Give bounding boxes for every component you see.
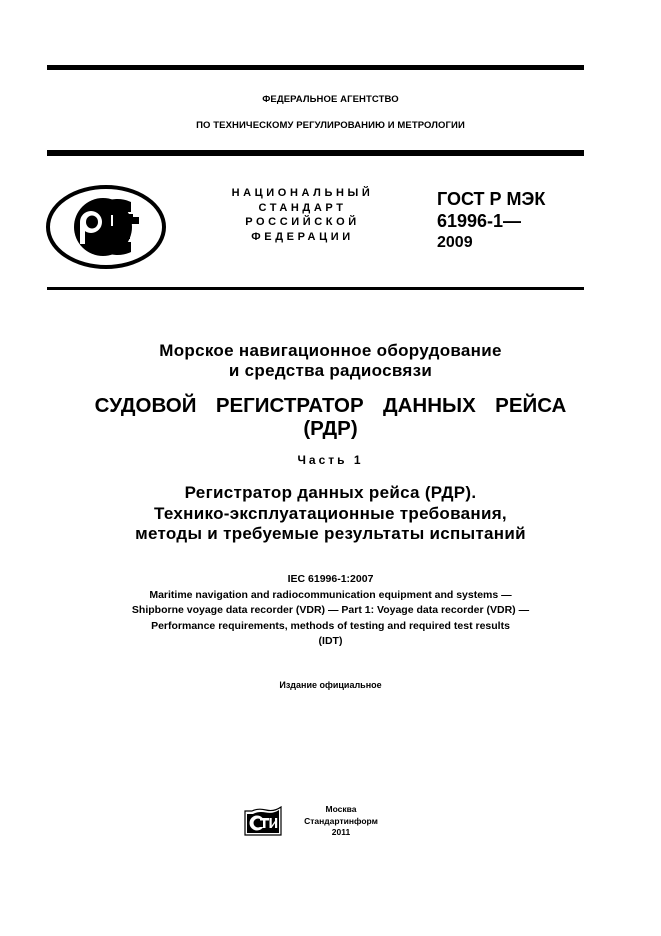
middle-rule: [47, 150, 584, 156]
designation-line: ГОСТ Р МЭК: [437, 189, 546, 209]
part-title-line: Технико-эксплуатационные требования,: [154, 503, 507, 523]
national-standard-label: [205, 186, 400, 244]
part-title: [0, 483, 661, 545]
subject-title-line: и средства радиосвязи: [228, 361, 433, 380]
national-standard-line: СТАНДАРТ: [258, 201, 347, 214]
top-rule: [47, 65, 584, 70]
edition-label: Издание официальное: [279, 680, 382, 690]
international-standard-block: [0, 572, 661, 650]
standard-designation: [437, 188, 545, 254]
designation-line: 61996-1—: [437, 211, 522, 231]
agency-line-2: ПО ТЕХНИЧЕСКОМУ РЕГУЛИРОВАНИЮ И МЕТРОЛОГИИ: [196, 120, 465, 131]
part-label: Часть 1: [297, 453, 364, 467]
national-standard-line: РОССИЙСКОЙ: [245, 216, 360, 228]
standartinform-logo-icon: [244, 806, 282, 836]
publisher-year: 2011: [331, 827, 351, 837]
publisher-name: Стандартинформ: [304, 815, 378, 826]
agency-line-1: ФЕДЕРАЛЬНОЕ АГЕНТСТВО: [262, 94, 399, 105]
national-standard-line: ФЕДЕРАЦИИ: [251, 230, 354, 243]
main-title-line: СУДОВОЙ РЕГИСТРАТОР ДАННЫХ РЕЙСА: [94, 394, 567, 417]
iec-title-line: (IDT): [318, 635, 343, 647]
publisher-city: Москва: [325, 804, 357, 814]
iec-title-line: Performance requirements, methods of testing and required test results: [151, 619, 510, 632]
publisher-info: [296, 804, 386, 839]
lower-rule: [47, 287, 584, 290]
designation-year: 2009: [437, 234, 473, 251]
iec-title-line: Maritime navigation and radiocommunication equipment and systems —: [149, 588, 512, 601]
iec-title-line: Shipborne voyage data recorder (VDR) — Part 1: Voyage data recorder (VDR) —: [131, 604, 530, 616]
main-title: [0, 394, 661, 440]
subject-title-line: Морское навигационное оборудование: [159, 341, 502, 360]
subject-title: [0, 341, 661, 381]
part-title-line: Регистратор данных рейса (РДР).: [184, 483, 477, 502]
national-standard-line: НАЦИОНАЛЬНЫЙ: [231, 187, 374, 199]
rst-gost-logo-icon: [45, 184, 167, 270]
main-title-line: (РДР): [303, 417, 358, 440]
part-title-line: методы и требуемые результаты испытаний: [135, 524, 526, 543]
iec-designation: IEC 61996-1:2007: [287, 573, 374, 585]
